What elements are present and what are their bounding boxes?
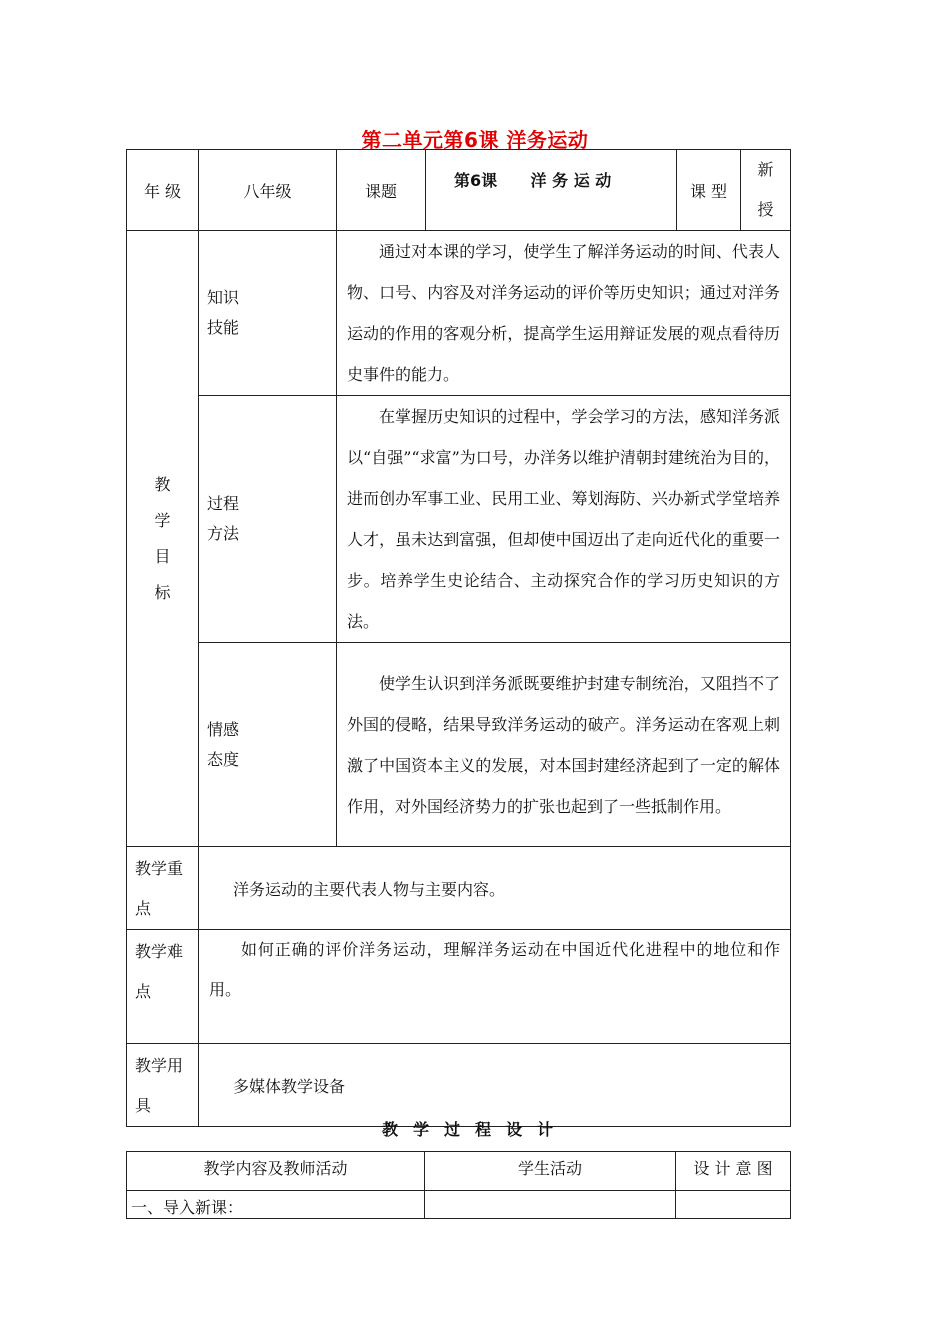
tools-label: 教学用具 bbox=[127, 1044, 199, 1127]
col-student-activity: 学生活动 bbox=[425, 1152, 676, 1191]
difficulty-label: 教学难点 bbox=[127, 930, 199, 1044]
process-label-line-2: 方法 bbox=[207, 524, 240, 543]
knowledge-label-line-2: 技能 bbox=[207, 318, 240, 337]
goals-label-char: 标 bbox=[154, 582, 171, 602]
type-value-line-2: 授 bbox=[757, 200, 774, 219]
emotion-label-line-2: 态度 bbox=[207, 749, 240, 769]
emotion-text: 使学生认识到洋务派既要维护封建专制统治，又阻挡不了外国的侵略，结果导致洋务运动的破产。洋务运动在客观上刺激了中国资本主义的发展，对本国封建经济起到了一定的解体作用，对外国经济势力的扩张也起到了一些抵制作用。 bbox=[337, 643, 791, 847]
grade-label: 年 级 bbox=[127, 150, 199, 231]
row-intro: 一、导入新课： bbox=[127, 1191, 425, 1219]
col-design-intent: 设 计 意 图 bbox=[676, 1152, 791, 1191]
type-value bbox=[741, 150, 791, 231]
process-label bbox=[199, 396, 337, 643]
topic-value: 第6课 洋 务 运 动 bbox=[426, 150, 677, 231]
process-label-line-1: 过程 bbox=[207, 494, 240, 513]
goals-label-char: 教 bbox=[154, 474, 171, 494]
lesson-plan-table bbox=[126, 149, 791, 1127]
difficulty-text: 如何正确的评价洋务运动，理解洋务运动在中国近代化进程中的地位和作用。 bbox=[199, 930, 791, 1044]
process-design-title: 教学过程设计 bbox=[381, 1120, 568, 1139]
knowledge-text: 通过对本课的学习，使学生了解洋务运动的时间、代表人物、口号、内容及对洋务运动的评价等历史知识；通过对洋务运动的作用的客观分析，提高学生运用辩证发展的观点看待历史事件的能力。 bbox=[337, 231, 791, 396]
row-intro-intent bbox=[676, 1191, 791, 1219]
emotion-label bbox=[199, 643, 337, 847]
document-title: 第二单元第6课 洋务运动 bbox=[361, 128, 589, 152]
type-label: 课 型 bbox=[677, 150, 741, 231]
col-teacher-activity: 教学内容及教师活动 bbox=[127, 1152, 425, 1191]
knowledge-label-line-1: 知识 bbox=[207, 288, 240, 307]
row-intro-student bbox=[425, 1191, 676, 1219]
topic-label: 课题 bbox=[337, 150, 426, 231]
grade-value: 八年级 bbox=[199, 150, 337, 231]
knowledge-label bbox=[199, 231, 337, 396]
emotion-label-line-1: 情感 bbox=[207, 719, 240, 739]
goals-label bbox=[127, 231, 199, 847]
type-value-line-1: 新 bbox=[757, 160, 774, 179]
goals-label-char: 学 bbox=[154, 510, 171, 530]
process-design-table bbox=[126, 1151, 791, 1219]
process-text: 在掌握历史知识的过程中，学会学习的方法，感知洋务派以“自强”“求富”为口号，办洋务以维护清朝封建统治为目的，进而创办军事工业、民用工业、筹划海防、兴办新式学堂培养人才，虽未达到富强，但却使中国迈出了走向近代化的重要一步。培养学生史论结合、主动探究合作的学习历史知识的方法。 bbox=[337, 396, 791, 643]
goals-label-char: 目 bbox=[154, 546, 171, 566]
key-point-text: 洋务运动的主要代表人物与主要内容。 bbox=[199, 847, 791, 930]
key-point-label: 教学重点 bbox=[127, 847, 199, 930]
tools-text: 多媒体教学设备 bbox=[199, 1044, 791, 1127]
